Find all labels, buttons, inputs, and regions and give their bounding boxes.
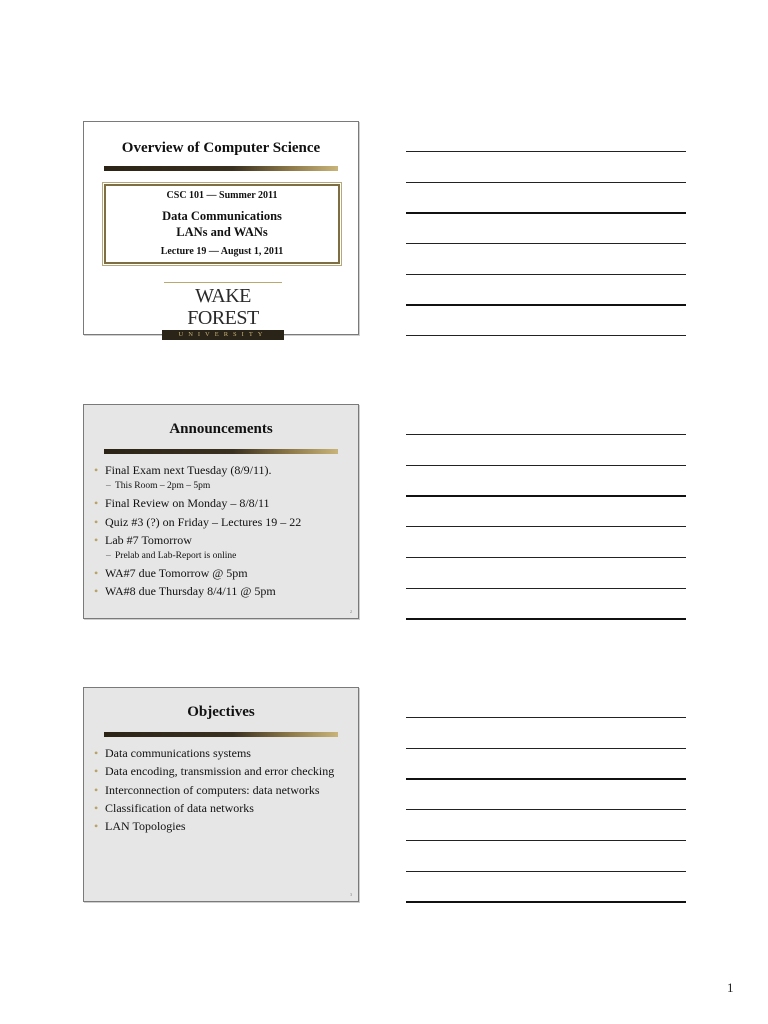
topic-line-2: LANs and WANs <box>176 225 268 239</box>
note-line <box>406 526 686 527</box>
logo-wordmark: WAKE FOREST <box>187 285 259 329</box>
bullet-icon: • <box>94 566 99 581</box>
slide-title: Announcements <box>169 421 273 437</box>
note-line <box>406 557 686 558</box>
list-subitem <box>94 550 350 562</box>
list-item <box>94 533 350 548</box>
list-subitem <box>94 480 350 492</box>
list-item <box>94 746 350 761</box>
item-text: Interconnection of computers: data networks <box>105 782 320 797</box>
logo-subtitle: UNIVERSITY <box>162 330 284 340</box>
item-text: Final Exam next Tuesday (8/9/11). <box>105 463 272 477</box>
lecture-date: Lecture 19 — August 1, 2011 <box>160 246 284 257</box>
title-rule <box>104 732 338 737</box>
item-text: WA#7 due Tomorrow @ 5pm <box>105 566 248 581</box>
list-item <box>94 764 350 779</box>
item-text: Data encoding, transmission and error checking <box>105 764 335 779</box>
item-text: LAN Topologies <box>105 819 186 834</box>
note-line <box>406 588 686 589</box>
note-line <box>406 243 686 244</box>
course-info-box <box>104 184 340 264</box>
note-line <box>406 748 686 749</box>
note-line <box>406 182 686 183</box>
title-rule <box>104 449 338 454</box>
list-item <box>94 463 350 478</box>
bullet-icon: • <box>94 463 99 477</box>
bullet-icon: • <box>94 514 99 529</box>
list-item <box>94 783 350 798</box>
item-text: Final Review on Monday – 8/8/11 <box>105 496 270 511</box>
item-text: Quiz #3 (?) on Friday – Lectures 19 – 22 <box>105 514 302 529</box>
bullet-icon: • <box>94 819 99 834</box>
note-line <box>406 304 686 306</box>
objectives-list <box>94 746 350 837</box>
slide-title: Overview of Computer Science <box>121 140 321 156</box>
note-line <box>406 778 686 780</box>
slide-number: 2 <box>350 609 352 614</box>
dash-icon: – <box>106 551 111 562</box>
bullet-icon: • <box>94 800 99 815</box>
page-number: 1 <box>727 980 734 995</box>
announcement-list <box>94 463 350 603</box>
item-text: Classification of data networks <box>105 800 254 815</box>
dash-icon: – <box>106 481 111 492</box>
title-rule <box>104 166 338 171</box>
note-line <box>406 495 686 497</box>
note-line <box>406 434 686 435</box>
slide-2 <box>83 404 359 619</box>
item-text: This Room – 2pm – 5pm <box>115 481 211 492</box>
bullet-icon: • <box>94 764 99 779</box>
slide-title: Objectives <box>187 704 255 720</box>
item-text: Prelab and Lab-Report is online <box>115 551 237 562</box>
slide-3 <box>83 687 359 902</box>
slide-number: 3 <box>350 892 352 897</box>
note-line <box>406 274 686 275</box>
list-item <box>94 801 350 816</box>
note-line <box>406 840 686 841</box>
bullet-icon: • <box>94 496 99 511</box>
topic-line-1: Data Communications <box>162 209 282 223</box>
note-line <box>406 465 686 466</box>
course-label: CSC 101 — Summer 2011 <box>166 190 278 201</box>
logo-top-line <box>164 282 282 283</box>
note-line <box>406 871 686 872</box>
item-text: Data communications systems <box>105 746 251 760</box>
list-item <box>94 496 350 511</box>
bullet-icon: • <box>94 532 99 547</box>
note-line <box>406 717 686 718</box>
bullet-icon: • <box>94 782 99 797</box>
list-item <box>94 515 350 530</box>
slide-1 <box>83 121 359 338</box>
note-line <box>406 335 686 336</box>
lecture-topic <box>106 208 338 240</box>
note-line <box>406 901 686 903</box>
wake-forest-logo <box>162 282 284 340</box>
note-line <box>406 212 686 214</box>
note-line <box>406 809 686 810</box>
bullet-icon: • <box>94 584 99 599</box>
list-item <box>94 819 350 834</box>
note-line <box>406 151 686 152</box>
list-item <box>94 584 350 599</box>
note-line <box>406 618 686 620</box>
item-text: WA#8 due Thursday 8/4/11 @ 5pm <box>105 584 276 599</box>
item-text: Lab #7 Tomorrow <box>105 532 192 547</box>
bullet-icon: • <box>94 746 99 760</box>
list-item <box>94 566 350 581</box>
